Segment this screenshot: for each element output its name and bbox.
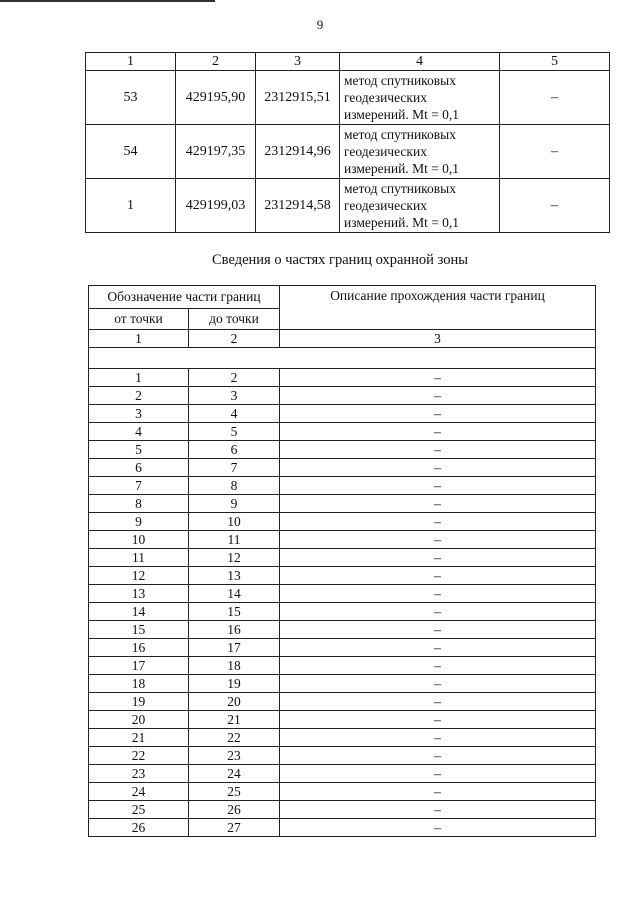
header-from-point: от точки <box>89 309 189 330</box>
description: – <box>280 531 596 549</box>
table-row <box>89 423 596 441</box>
header-cell: 4 <box>340 53 500 71</box>
from-point: 20 <box>89 711 189 729</box>
description: – <box>280 603 596 621</box>
table-row <box>89 783 596 801</box>
from-point: 23 <box>89 765 189 783</box>
from-point: 1 <box>89 369 189 387</box>
point-id: 54 <box>86 125 176 179</box>
method-line: измерений. Mt = 0,1 <box>344 215 460 230</box>
column-number: 3 <box>280 330 596 348</box>
from-point: 6 <box>89 459 189 477</box>
table-row <box>89 693 596 711</box>
from-point: 21 <box>89 729 189 747</box>
x-coordinate: 429195,90 <box>176 71 256 125</box>
description: – <box>280 657 596 675</box>
table-row <box>89 513 596 531</box>
method-line: метод спутниковых <box>344 181 456 196</box>
from-point: 9 <box>89 513 189 531</box>
table-row <box>89 657 596 675</box>
from-point: 2 <box>89 387 189 405</box>
y-coordinate: 2312914,96 <box>256 125 340 179</box>
to-point: 26 <box>189 801 280 819</box>
table-row <box>89 747 596 765</box>
description: – <box>280 693 596 711</box>
description: – <box>280 369 596 387</box>
from-point: 4 <box>89 423 189 441</box>
description: – <box>280 405 596 423</box>
to-point: 23 <box>189 747 280 765</box>
coordinates-table-header <box>86 53 610 71</box>
col5-value: – <box>500 71 610 125</box>
to-point: 14 <box>189 585 280 603</box>
to-point: 9 <box>189 495 280 513</box>
from-point: 24 <box>89 783 189 801</box>
description: – <box>280 585 596 603</box>
description: – <box>280 765 596 783</box>
point-id: 53 <box>86 71 176 125</box>
y-coordinate: 2312914,58 <box>256 179 340 233</box>
header-description: Описание прохождения части границ <box>280 286 596 330</box>
table-row <box>89 729 596 747</box>
coordinates-table <box>85 52 610 233</box>
table-row <box>89 441 596 459</box>
table-row <box>89 801 596 819</box>
description: – <box>280 459 596 477</box>
empty-row <box>89 348 596 369</box>
method-description <box>340 71 500 125</box>
table-row <box>86 125 610 179</box>
to-point: 22 <box>189 729 280 747</box>
description: – <box>280 495 596 513</box>
to-point: 5 <box>189 423 280 441</box>
page-number: 9 <box>316 17 324 32</box>
column-number: 2 <box>189 330 280 348</box>
from-point: 19 <box>89 693 189 711</box>
column-number-row <box>89 330 596 348</box>
method-line: геодезических <box>344 90 427 105</box>
description: – <box>280 567 596 585</box>
table-row <box>89 639 596 657</box>
to-point: 15 <box>189 603 280 621</box>
table-row <box>89 711 596 729</box>
method-description <box>340 125 500 179</box>
table-row <box>89 585 596 603</box>
description: – <box>280 621 596 639</box>
from-point: 3 <box>89 405 189 423</box>
from-point: 7 <box>89 477 189 495</box>
to-point: 21 <box>189 711 280 729</box>
from-point: 22 <box>89 747 189 765</box>
method-line: геодезических <box>344 144 427 159</box>
to-point: 7 <box>189 459 280 477</box>
to-point: 16 <box>189 621 280 639</box>
header-cell: 2 <box>176 53 256 71</box>
description: – <box>280 441 596 459</box>
point-id: 1 <box>86 179 176 233</box>
header-cell: 1 <box>86 53 176 71</box>
table-row <box>89 495 596 513</box>
to-point: 17 <box>189 639 280 657</box>
header-row <box>89 286 596 309</box>
from-point: 25 <box>89 801 189 819</box>
to-point: 25 <box>189 783 280 801</box>
from-point: 18 <box>89 675 189 693</box>
to-point: 3 <box>189 387 280 405</box>
description: – <box>280 783 596 801</box>
to-point: 13 <box>189 567 280 585</box>
description: – <box>280 747 596 765</box>
description: – <box>280 729 596 747</box>
description: – <box>280 513 596 531</box>
to-point: 6 <box>189 441 280 459</box>
x-coordinate: 429199,03 <box>176 179 256 233</box>
to-point: 2 <box>189 369 280 387</box>
top-rule <box>0 0 215 2</box>
method-description <box>340 179 500 233</box>
col5-value: – <box>500 179 610 233</box>
method-line: измерений. Mt = 0,1 <box>344 107 460 122</box>
header-boundary-part: Обозначение части границ <box>89 286 280 309</box>
table-row <box>89 675 596 693</box>
from-point: 8 <box>89 495 189 513</box>
to-point: 10 <box>189 513 280 531</box>
method-line: метод спутниковых <box>344 127 456 142</box>
table-row <box>89 531 596 549</box>
from-point: 13 <box>89 585 189 603</box>
description: – <box>280 423 596 441</box>
description: – <box>280 675 596 693</box>
from-point: 17 <box>89 657 189 675</box>
header-cell: 5 <box>500 53 610 71</box>
empty-cell <box>89 348 596 369</box>
col5-value: – <box>500 125 610 179</box>
from-point: 10 <box>89 531 189 549</box>
column-number: 1 <box>89 330 189 348</box>
table-row <box>89 621 596 639</box>
from-point: 5 <box>89 441 189 459</box>
table-row <box>89 387 596 405</box>
to-point: 24 <box>189 765 280 783</box>
header-to-point: до точки <box>189 309 280 330</box>
to-point: 20 <box>189 693 280 711</box>
table-row <box>89 603 596 621</box>
from-point: 16 <box>89 639 189 657</box>
from-point: 11 <box>89 549 189 567</box>
method-line: метод спутниковых <box>344 73 456 88</box>
method-line: геодезических <box>344 198 427 213</box>
from-point: 26 <box>89 819 189 837</box>
table-row <box>89 477 596 495</box>
description: – <box>280 639 596 657</box>
to-point: 4 <box>189 405 280 423</box>
to-point: 12 <box>189 549 280 567</box>
header-cell: 3 <box>256 53 340 71</box>
boundary-parts-table <box>88 285 596 837</box>
table-row <box>86 71 610 125</box>
boundary-parts-body <box>89 369 596 837</box>
table-row <box>86 179 610 233</box>
from-point: 12 <box>89 567 189 585</box>
to-point: 19 <box>189 675 280 693</box>
section-title: Сведения о частях границ охранной зоны <box>212 252 468 268</box>
table-row <box>89 549 596 567</box>
from-point: 14 <box>89 603 189 621</box>
description: – <box>280 801 596 819</box>
to-point: 27 <box>189 819 280 837</box>
description: – <box>280 477 596 495</box>
table-row <box>89 765 596 783</box>
description: – <box>280 819 596 837</box>
table-row <box>89 369 596 387</box>
description: – <box>280 549 596 567</box>
table-row <box>89 819 596 837</box>
to-point: 11 <box>189 531 280 549</box>
to-point: 18 <box>189 657 280 675</box>
table-row <box>89 459 596 477</box>
from-point: 15 <box>89 621 189 639</box>
to-point: 8 <box>189 477 280 495</box>
x-coordinate: 429197,35 <box>176 125 256 179</box>
method-line: измерений. Mt = 0,1 <box>344 161 460 176</box>
y-coordinate: 2312915,51 <box>256 71 340 125</box>
table-row <box>89 567 596 585</box>
description: – <box>280 387 596 405</box>
table-row <box>89 405 596 423</box>
description: – <box>280 711 596 729</box>
